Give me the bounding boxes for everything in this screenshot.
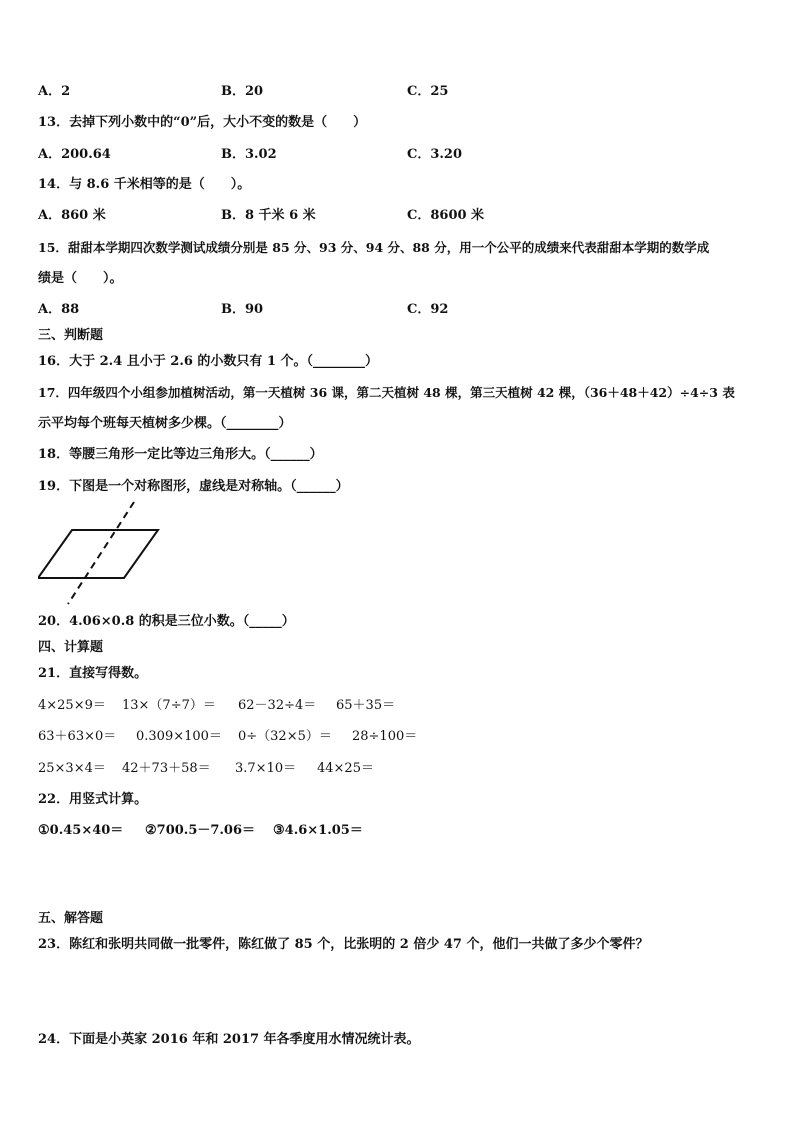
q22-item-2: ②700.5－7.06＝ [145, 823, 256, 838]
parallelogram-figure [38, 500, 168, 606]
q14-option-b: B．8 千米 6 米 [221, 208, 316, 223]
q13-stem: 13．去掉下列小数中的“0”后，大小不变的数是（ ） [38, 115, 367, 130]
q15-stem-line2: 绩是（ ）。 [38, 271, 123, 286]
q19-text: 19．下图是一个对称图形，虚线是对称轴。（______） [38, 479, 349, 494]
calc-item: 42＋73＋58＝ [122, 761, 211, 776]
q14-option-c: C．8600 米 [407, 208, 485, 223]
q12-option-a: A．2 [38, 84, 71, 99]
q15-stem-line1: 15．甜甜本学期四次数学测试成绩分别是 85 分、93 分、94 分、88 分，用一个公平的成绩来代表甜甜本学期的数学成 [38, 240, 710, 255]
q17-text-line2: 示平均每个班每天植树多少棵。（________） [38, 416, 292, 431]
q14-stem: 14．与 8.6 千米相等的是（ ）。 [38, 177, 251, 192]
calc-item: 3.7×10＝ [235, 761, 297, 776]
q15-option-c: C．92 [407, 302, 449, 317]
q12-option-b: B．20 [221, 84, 264, 99]
q17-text-line1: 17．四年级四个小组参加植树活动，第一天植树 36 课，第二天植树 48 棵，第三天植树 42 棵，（36＋48＋42）÷4÷3 表 [38, 385, 735, 400]
q13-option-a: A．200.64 [38, 147, 111, 162]
q22-item-1: ①0.45×40＝ [38, 823, 124, 838]
section-5-heading: 五、解答题 [38, 911, 104, 926]
q20-text: 20．4.06×0.8 的积是三位小数。（_____） [38, 614, 295, 629]
calc-item: 0÷（32×5）＝ [238, 729, 332, 744]
q23-text: 23．陈红和张明共同做一批零件，陈红做了 85 个，比张明的 2 倍少 47 个，他们一共做了多少个零件？ [38, 937, 649, 952]
calc-item: 65＋35＝ [336, 698, 396, 713]
dashed-axis-line [68, 502, 134, 604]
calc-item: 44×25＝ [317, 761, 374, 776]
calc-item: 4×25×9＝ [38, 698, 106, 713]
calc-item: 63＋63×0＝ [38, 729, 117, 744]
q21-stem: 21．直接写得数。 [38, 666, 148, 681]
q13-option-b: B．3.02 [221, 147, 277, 162]
calc-item: 62－32÷4＝ [238, 698, 317, 713]
q15-option-a: A．88 [38, 302, 80, 317]
calc-item: 25×3×4＝ [38, 761, 106, 776]
q18-text: 18．等腰三角形一定比等边三角形大。（______） [38, 447, 323, 462]
q24-text: 24．下面是小英家 2016 年和 2017 年各季度用水情况统计表。 [38, 1032, 420, 1047]
q13-option-c: C．3.20 [407, 147, 463, 162]
parallelogram-shape [38, 530, 158, 578]
q12-option-c: C．25 [407, 84, 449, 99]
calc-item: 13×（7÷7）＝ [122, 698, 216, 713]
q22-stem: 22．用竖式计算。 [38, 792, 148, 807]
q22-item-3: ③4.6×1.05＝ [273, 823, 363, 838]
q14-option-a: A．860 米 [38, 208, 106, 223]
q16-text: 16．大于 2.4 且小于 2.6 的小数只有 1 个。（________） [38, 354, 379, 369]
q15-option-b: B．90 [221, 302, 264, 317]
calc-item: 0.309×100＝ [136, 729, 222, 744]
section-3-heading: 三、判断题 [38, 328, 104, 343]
calc-item: 28÷100＝ [352, 729, 418, 744]
section-4-heading: 四、计算题 [38, 640, 104, 655]
